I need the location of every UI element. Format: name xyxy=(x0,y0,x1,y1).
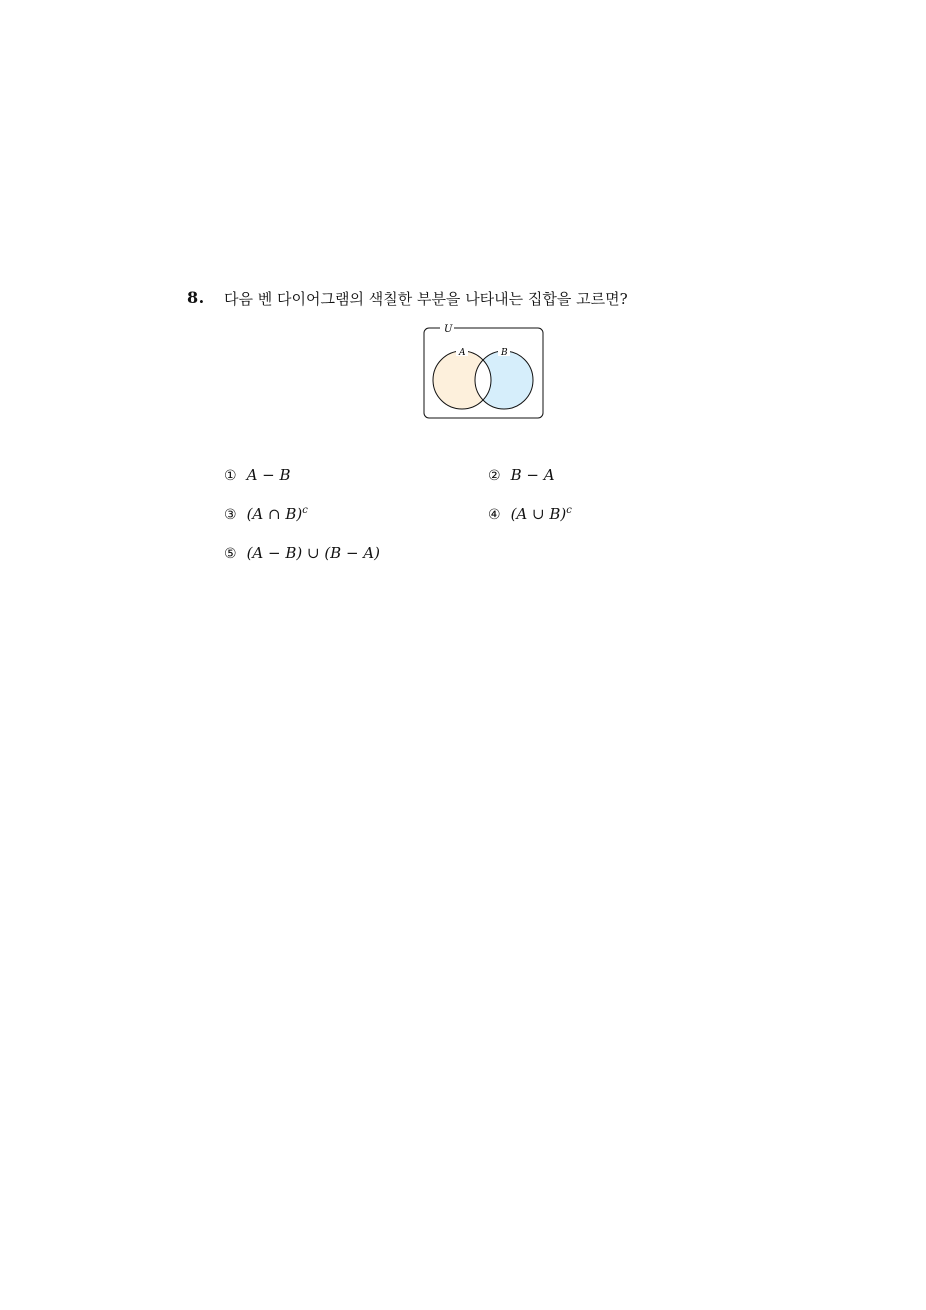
choice-4-expression: (A ∪ B)$^c$ xyxy=(510,505,572,523)
choice-2[interactable] xyxy=(488,466,555,484)
universe-label: U xyxy=(444,324,453,335)
choice-1-number: ① xyxy=(224,468,237,484)
choice-3-expression: (A ∩ B)$^c$ xyxy=(246,505,308,523)
choice-3-number: ③ xyxy=(224,507,237,523)
choice-4[interactable] xyxy=(488,505,572,523)
choice-3-superscript: c xyxy=(302,505,308,516)
choice-2-expression: B − A xyxy=(510,466,555,484)
set-a-label: A xyxy=(459,348,466,358)
question-number: 8. xyxy=(187,288,205,307)
venn-diagram xyxy=(418,322,548,422)
choice-2-number: ② xyxy=(488,468,501,484)
choice-1[interactable] xyxy=(224,466,291,484)
choice-4-number: ④ xyxy=(488,507,501,523)
choice-5-number: ⑤ xyxy=(224,546,237,562)
set-b-label: B xyxy=(501,348,508,358)
choice-4-superscript: c xyxy=(566,505,572,516)
question-text: 다음 벤 다이어그램의 색칠한 부분을 나타내는 집합을 고르면? xyxy=(224,290,628,308)
choice-1-expression: A − B xyxy=(246,466,291,484)
choice-5-expression: (A − B) ∪ (B − A) xyxy=(246,544,380,562)
choice-5[interactable] xyxy=(224,544,380,562)
choice-3[interactable] xyxy=(224,505,308,523)
